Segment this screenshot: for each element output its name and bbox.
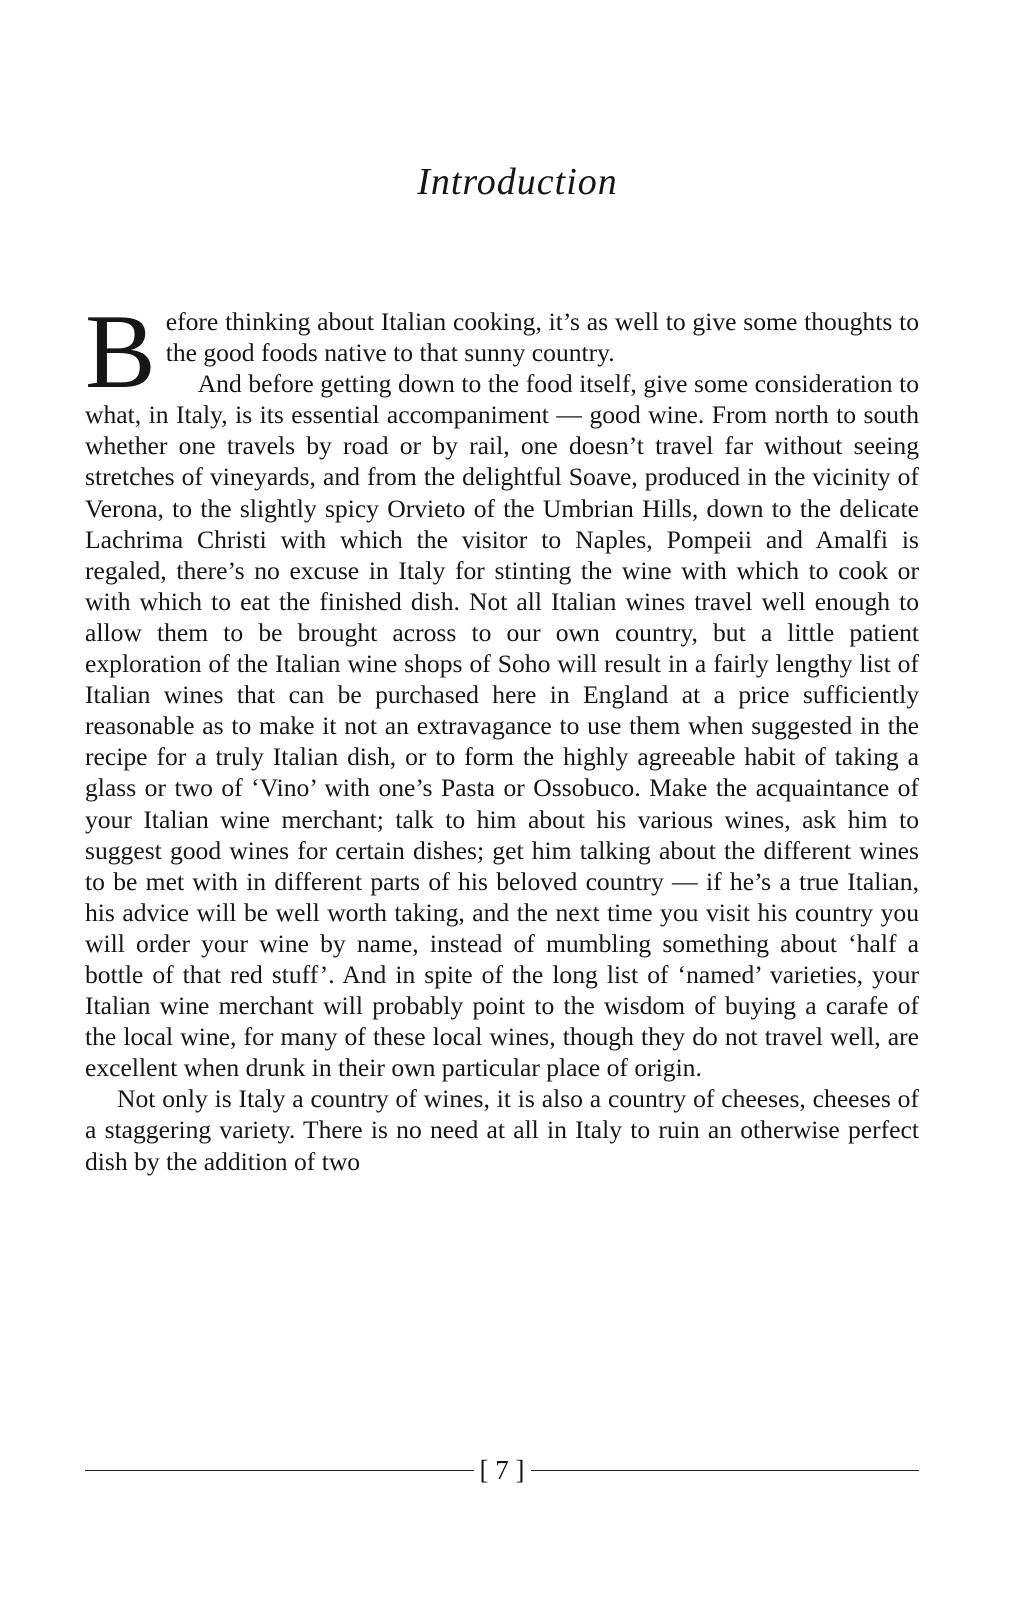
body-text (85, 293, 919, 1177)
footer-rule-left (85, 1470, 474, 1471)
chapter-title: Introduction (417, 161, 618, 203)
paragraph-2: And before getting down to the food itself, give some consideration to what, in Italy, is its essential accompaniment — good wine. From north to south whether one travels by road or by rail, one doesn’t travel far without seeing stretches of vineyards, and from the delightful Soave, produced in the vicinity of Verona, to the slightly spicy Orvieto of the Umbrian Hills, down to the delicate Lachrima Christi with which the visitor to Naples, Pompeii and Amalfi is regaled, there’s no excuse in Italy for stinting the wine with which to cook or with which to eat the finished dish. Not all Italian wines travel well enough to allow them to be brought across to our own country, but a little patient exploration of the Italian wine shops of Soho will result in a fairly lengthy list of Italian wines that can be purchased here in England at a price sufficiently reasonable as to make it not an extravagance to use them when suggested in the recipe for a truly Italian dish, or to form the highly agreeable habit of taking a glass or two of ‘Vino’ with one’s Pasta or Ossobuco. Make the acquaintance of your Italian wine merchant; talk to him about his various wines, ask him to suggest good wines for certain dishes; get him talking about the different wines to be met with in different parts of his beloved country — if he’s a true Italian, his advice will be well worth taking, and the next time you visit his country you will order your wine by name, instead of mumbling something about ‘half a bottle of that red stuff’. And in spite of the long list of ‘named’ varieties, your Italian wine merchant will probably point to the wisdom of buying a carafe of the local wine, for many of these local wines, though they do not travel well, are excellent when drunk in their own particular place of origin. (85, 369, 919, 1083)
drop-cap: B (85, 293, 156, 410)
page-number: [ 7 ] (479, 1454, 525, 1485)
paragraph-3: Not only is Italy a country of wines, it is also a country of cheeses, cheeses of a staggering variety. There is no need at all in Italy to ruin an otherwise perfect dish by the addition of two (85, 1084, 919, 1176)
paragraph-1-text: efore thinking about Italian cooking, it’s as well to give some thoughts to the good foods native to that sunny country. (165, 307, 919, 368)
paragraph-1 (85, 293, 919, 410)
footer-rule-right (531, 1470, 920, 1471)
page-footer (85, 1450, 919, 1490)
